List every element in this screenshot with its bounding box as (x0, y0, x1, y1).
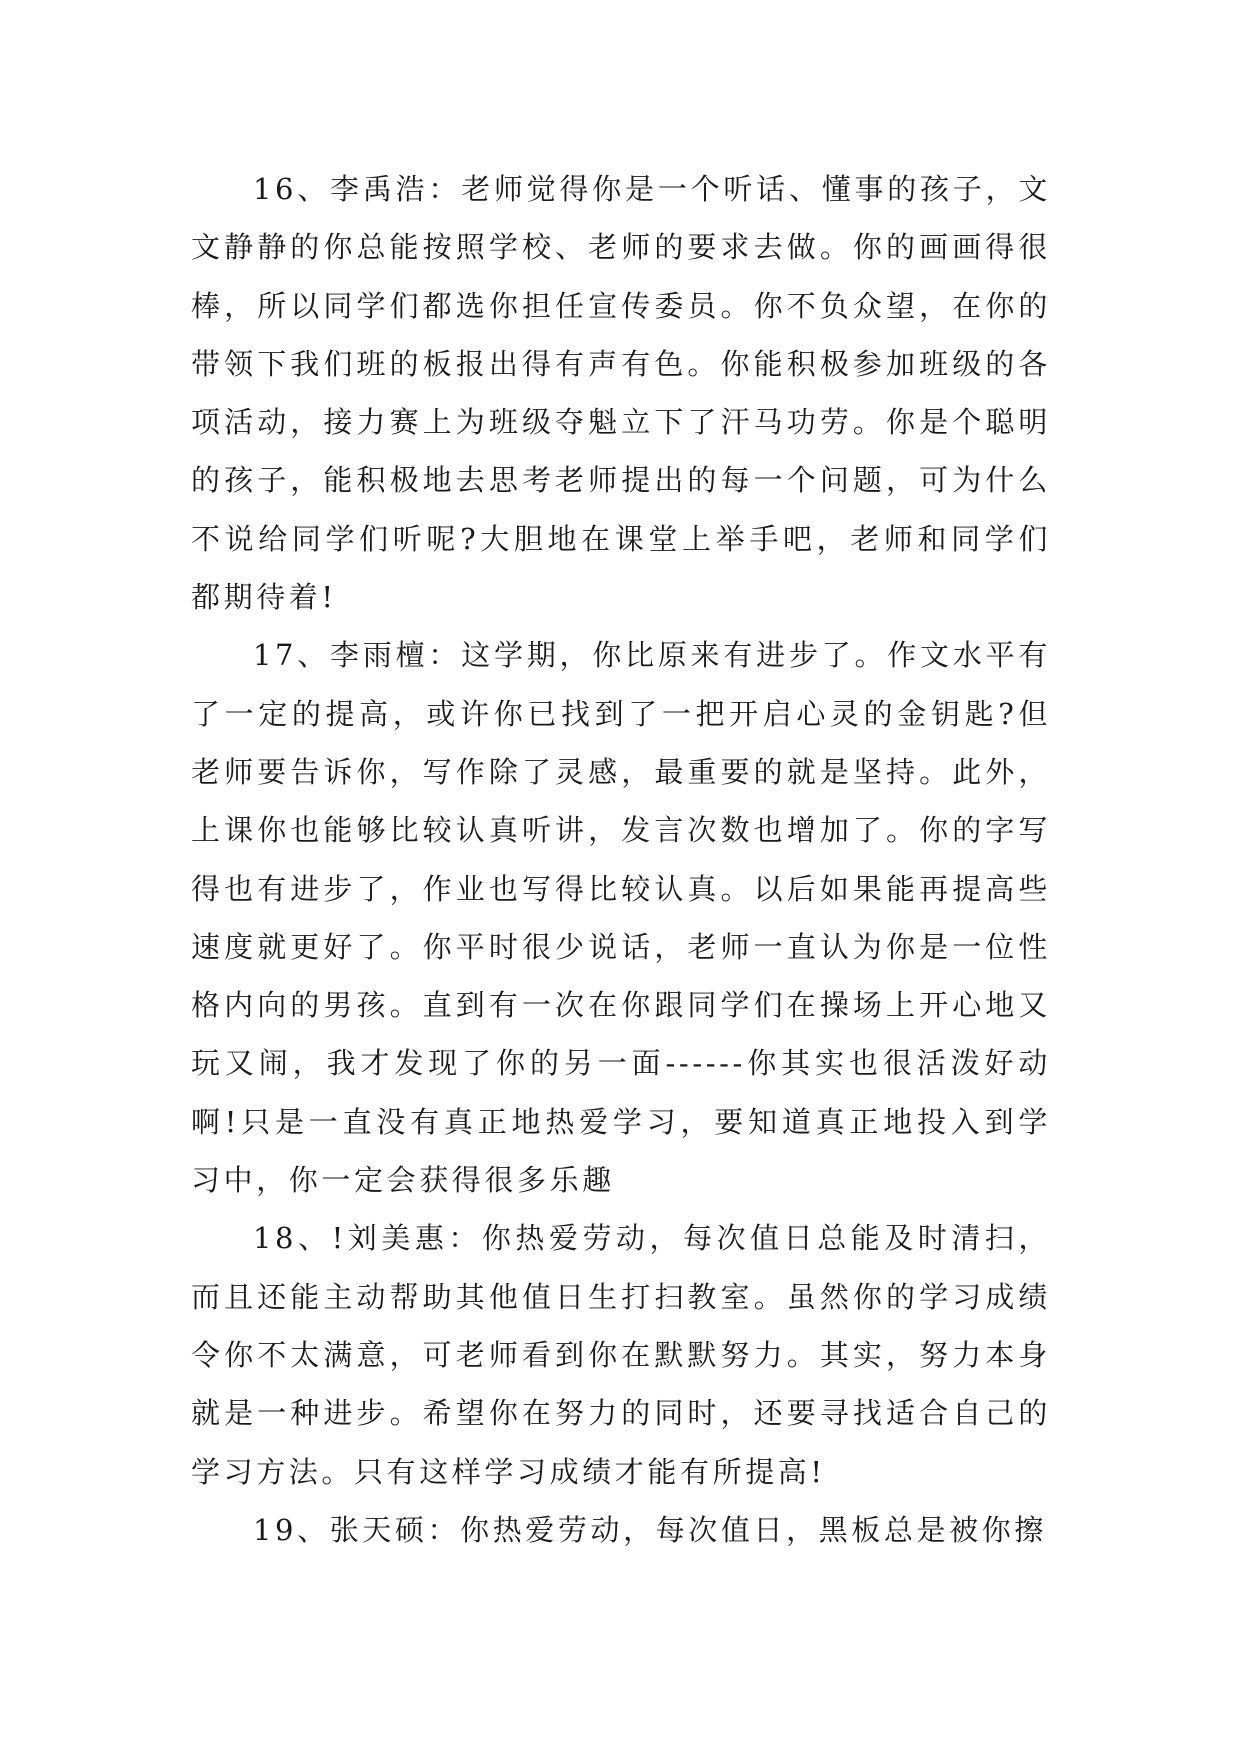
paragraph-16: 16、李禹浩：老师觉得你是一个听话、懂事的孩子，文文静静的你总能按照学校、老师的要求去做。你的画画得很棒，所以同学们都选你担任宣传委员。你不负众望，在你的带领下我们班的板报出得有声有色。你能积极参加班级的各项活动，接力赛上为班级夺魁立下了汗马功劳。你是个聪明的孩子，能积极地去思考老师提出的每一个问题，可为什么不说给同学们听呢?大胆地在课堂上举手吧，老师和同学们都期待着! (191, 172, 1051, 615)
paragraph-17: 17、李雨檀：这学期，你比原来有进步了。作文水平有了一定的提高，或许你已找到了一把开启心灵的金钥匙?但老师要告诉你，写作除了灵感，最重要的就是坚持。此外，上课你也能够比较认真听讲，发言次数也增加了。你的字写得也有进步了，作业也写得比较认真。以后如果能再提高些速度就更好了。你平时很少说话，老师一直认为你是一位性格内向的男孩。直到有一次在你跟同学们在操场上开心地又玩又闹，我才发现了你的另一面------你其实也很活泼好动啊!只是一直没有真正地热爱学习，要知道真正地投入到学习中，你一定会获得很多乐趣 (191, 638, 1051, 1198)
document-body (191, 160, 1051, 1559)
paragraph-19: 19、张天硕：你热爱劳动，每次值日，黑板总是被你擦 (253, 1512, 1047, 1547)
paragraph-18: 18、!刘美惠：你热爱劳动，每次值日总能及时清扫，而且还能主动帮助其他值日生打扫教室。虽然你的学习成绩令你不太满意，可老师看到你在默默努力。其实，努力本身就是一种进步。希望你在努力的同时，还要寻找适合自己的学习方法。只有这样学习成绩才能有所提高! (191, 1221, 1051, 1489)
